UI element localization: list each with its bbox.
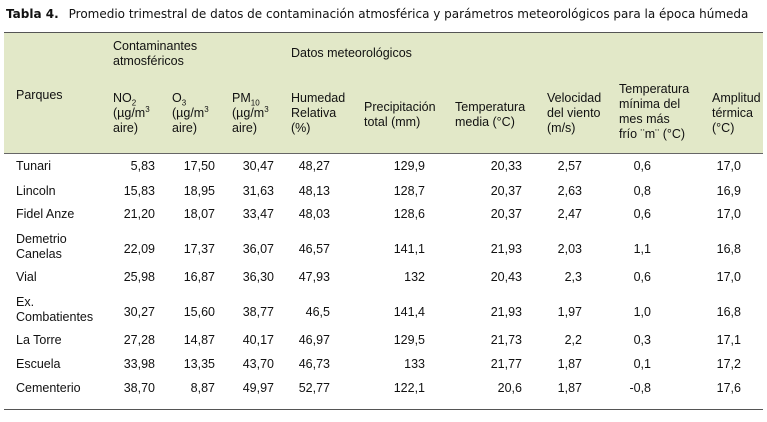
o3-subscript: 3 — [181, 98, 187, 108]
cell-pm10: 31,63 — [242, 184, 274, 198]
cell-pm10: 49,97 — [242, 381, 274, 395]
cell-prec: 133 — [404, 357, 425, 371]
no2-subscript: 2 — [131, 98, 137, 108]
pm10-unit-close: aire) — [232, 121, 258, 135]
cell-hum: 52,77 — [298, 381, 330, 395]
header-temp-min: Temperatura mínima del mes más frío ¨m¨ (°C) — [619, 82, 690, 141]
cell-tmed: 20,6 — [497, 381, 522, 395]
cell-amp: 16,9 — [716, 184, 741, 198]
header-o3 — [172, 91, 209, 136]
cell-parque: Escuela — [16, 357, 61, 371]
pm10-unit-sup: 3 — [264, 104, 269, 114]
cell-no2: 30,27 — [123, 305, 155, 319]
cell-amp: 17,0 — [716, 159, 741, 173]
cell-pm10: 30,47 — [242, 159, 274, 173]
cell-hum: 46,73 — [298, 357, 330, 371]
cell-amp: 17,1 — [716, 333, 741, 347]
cell-prec: 129,5 — [393, 333, 425, 347]
cell-vel: 2,57 — [557, 159, 582, 173]
cell-o3: 18,07 — [183, 207, 215, 221]
cell-tmin: 0,6 — [633, 270, 651, 284]
cell-vel: 2,47 — [557, 207, 582, 221]
o3-unit-close: aire) — [172, 121, 198, 135]
cell-tmed: 20,33 — [490, 159, 522, 173]
cell-tmed: 20,37 — [490, 207, 522, 221]
cell-o3: 17,37 — [183, 242, 215, 256]
cell-hum: 48,13 — [298, 184, 330, 198]
cell-amp: 17,0 — [716, 270, 741, 284]
no2-label: NO — [113, 91, 132, 105]
cell-vel: 2,3 — [564, 270, 582, 284]
cell-vel: 2,63 — [557, 184, 582, 198]
cell-tmin: 1,0 — [633, 305, 651, 319]
cell-prec: 129,9 — [393, 159, 425, 173]
cell-vel: 1,97 — [557, 305, 582, 319]
table-number: Tabla 4. — [6, 7, 59, 21]
cell-prec: 132 — [404, 270, 425, 284]
cell-tmed: 20,37 — [490, 184, 522, 198]
cell-no2: 27,28 — [123, 333, 155, 347]
cell-tmin: -0,8 — [629, 381, 651, 395]
cell-parque: Fidel Anze — [16, 207, 75, 221]
cell-amp: 16,8 — [716, 305, 741, 319]
cell-tmed: 21,77 — [490, 357, 522, 371]
cell-pm10: 33,47 — [242, 207, 274, 221]
cell-prec: 141,1 — [393, 242, 425, 256]
cell-hum: 48,03 — [298, 207, 330, 221]
cell-no2: 38,70 — [123, 381, 155, 395]
cell-tmed: 21,93 — [490, 242, 522, 256]
cell-prec: 122,1 — [393, 381, 425, 395]
cell-no2: 5,83 — [130, 159, 155, 173]
cell-parque: Cementerio — [16, 381, 81, 395]
cell-hum: 48,27 — [298, 159, 330, 173]
cell-hum: 46,5 — [305, 305, 330, 319]
o3-label: O — [172, 91, 182, 105]
cell-no2: 22,09 — [123, 242, 155, 256]
cell-o3: 14,87 — [183, 333, 215, 347]
cell-o3: 16,87 — [183, 270, 215, 284]
cell-pm10: 36,30 — [242, 270, 274, 284]
cell-parque: Ex. Combatientes — [16, 295, 94, 324]
header-humedad: Humedad Relativa (%) — [291, 91, 346, 135]
header-amplitud: Amplitud térmica (°C) — [712, 91, 761, 135]
header-parques: Parques — [16, 88, 63, 102]
cell-hum: 46,57 — [298, 242, 330, 256]
cell-parque: Lincoln — [16, 184, 56, 198]
cell-prec: 128,7 — [393, 184, 425, 198]
o3-unit-open: (µg/m — [172, 106, 205, 120]
cell-amp: 17,2 — [716, 357, 741, 371]
cell-tmin: 0,1 — [633, 357, 651, 371]
cell-amp: 17,0 — [716, 207, 741, 221]
cell-vel: 1,87 — [557, 357, 582, 371]
cell-o3: 15,60 — [183, 305, 215, 319]
cell-o3: 17,50 — [183, 159, 215, 173]
cell-pm10: 40,17 — [242, 333, 274, 347]
cell-no2: 15,83 — [123, 184, 155, 198]
o3-unit-sup: 3 — [204, 104, 209, 114]
cell-prec: 128,6 — [393, 207, 425, 221]
cell-no2: 33,98 — [123, 357, 155, 371]
cell-vel: 1,87 — [557, 381, 582, 395]
cell-pm10: 38,77 — [242, 305, 274, 319]
header-precipitacion: Precipitación total (mm) — [364, 100, 436, 129]
table-caption — [6, 7, 761, 21]
header-pm10 — [232, 91, 269, 136]
cell-amp: 17,6 — [716, 381, 741, 395]
cell-tmin: 0,6 — [633, 207, 651, 221]
no2-unit-close: aire) — [113, 121, 139, 135]
cell-tmin: 0,8 — [633, 184, 651, 198]
cell-parque: Demetrio Canelas — [16, 232, 67, 261]
cell-parque: Tunari — [16, 159, 51, 173]
pm10-subscript: 10 — [250, 98, 260, 108]
header-temp-media: Temperatura media (°C) — [455, 100, 526, 129]
cell-vel: 2,2 — [564, 333, 582, 347]
cell-hum: 46,97 — [298, 333, 330, 347]
cell-parque: La Torre — [16, 333, 62, 347]
no2-unit-open: (µg/m — [113, 106, 146, 120]
cell-vel: 2,03 — [557, 242, 582, 256]
header-group-contaminantes: Contaminantes atmosféricos — [113, 39, 198, 68]
cell-o3: 13,35 — [183, 357, 215, 371]
pm10-unit-open: (µg/m — [232, 106, 265, 120]
no2-unit-sup: 3 — [145, 104, 150, 114]
cell-o3: 8,87 — [190, 381, 215, 395]
cell-tmin: 1,1 — [633, 242, 651, 256]
table-header — [4, 33, 763, 154]
header-velocidad: Velocidad del viento (m/s) — [547, 91, 602, 135]
cell-parque: Vial — [16, 270, 37, 284]
cell-pm10: 43,70 — [242, 357, 274, 371]
cell-amp: 16,8 — [716, 242, 741, 256]
cell-no2: 21,20 — [123, 207, 155, 221]
cell-hum: 47,93 — [298, 270, 330, 284]
pm10-label: PM — [232, 91, 251, 105]
cell-tmed: 21,93 — [490, 305, 522, 319]
cell-tmin: 0,6 — [633, 159, 651, 173]
cell-tmed: 21,73 — [490, 333, 522, 347]
cell-o3: 18,95 — [183, 184, 215, 198]
header-no2 — [113, 91, 150, 136]
cell-tmed: 20,43 — [490, 270, 522, 284]
data-table — [4, 32, 763, 410]
cell-prec: 141,4 — [393, 305, 425, 319]
cell-tmin: 0,3 — [633, 333, 651, 347]
cell-no2: 25,98 — [123, 270, 155, 284]
cell-pm10: 36,07 — [242, 242, 274, 256]
table-title: Promedio trimestral de datos de contaminación atmosférica y parámetros meteorológicos para la época húmeda — [68, 7, 749, 21]
header-group-meteo: Datos meteorológicos — [291, 46, 412, 60]
